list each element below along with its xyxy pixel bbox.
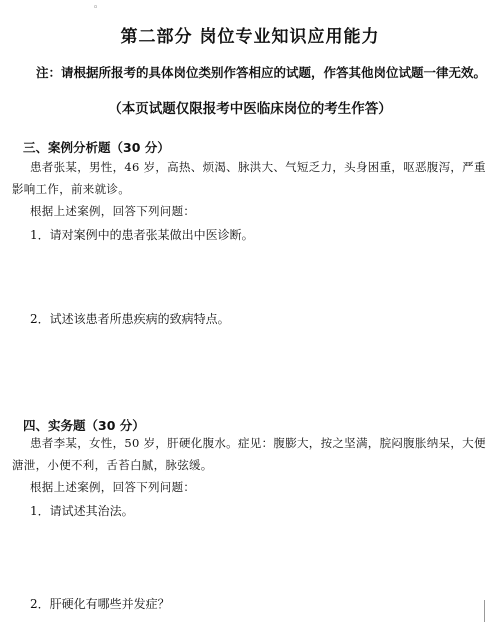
corner-mark: ◦	[93, 3, 99, 13]
section-4-question-2: 2．肝硬化有哪些并发症？	[30, 597, 170, 611]
scan-edge-mark	[484, 600, 495, 622]
section-3-question-2: 2．试述该患者所患疾病的致病特点。	[30, 312, 230, 326]
section-4-case-text: 患者李某，女性，50 岁，肝硬化腹水。症见：腹膨大，按之坚满，脘闷腹胀纳呆，大便溏泄，小便不利，舌苔白腻，脉弦缓。	[12, 436, 486, 472]
section-3-heading: 三、案例分析题（30 分）	[23, 140, 170, 155]
section-4-instruction: 根据上述案例，回答下列问题：	[30, 480, 196, 494]
restriction-text: （本页试题仅限报考中医临床岗位的考生作答）	[108, 101, 392, 117]
page-title: 第二部分 岗位专业知识应用能力	[120, 27, 380, 47]
section-3-question-1: 1．请对案例中的患者张某做出中医诊断。	[30, 228, 254, 242]
section-4-heading: 四、实务题（30 分）	[23, 418, 145, 433]
section-3-case-text: 患者张某，男性，46 岁，高热、烦渴、脉洪大、气短乏力，头身困重，呕恶腹泻，严重影响工作，前来就诊。	[12, 160, 486, 196]
section-3-instruction: 根据上述案例，回答下列问题：	[30, 204, 196, 218]
section-4-question-1: 1．请试述其治法。	[30, 504, 134, 518]
notice-text: 注：请根据所报考的具体岗位类别作答相应的试题，作答其他岗位试题一律无效。	[36, 65, 487, 80]
